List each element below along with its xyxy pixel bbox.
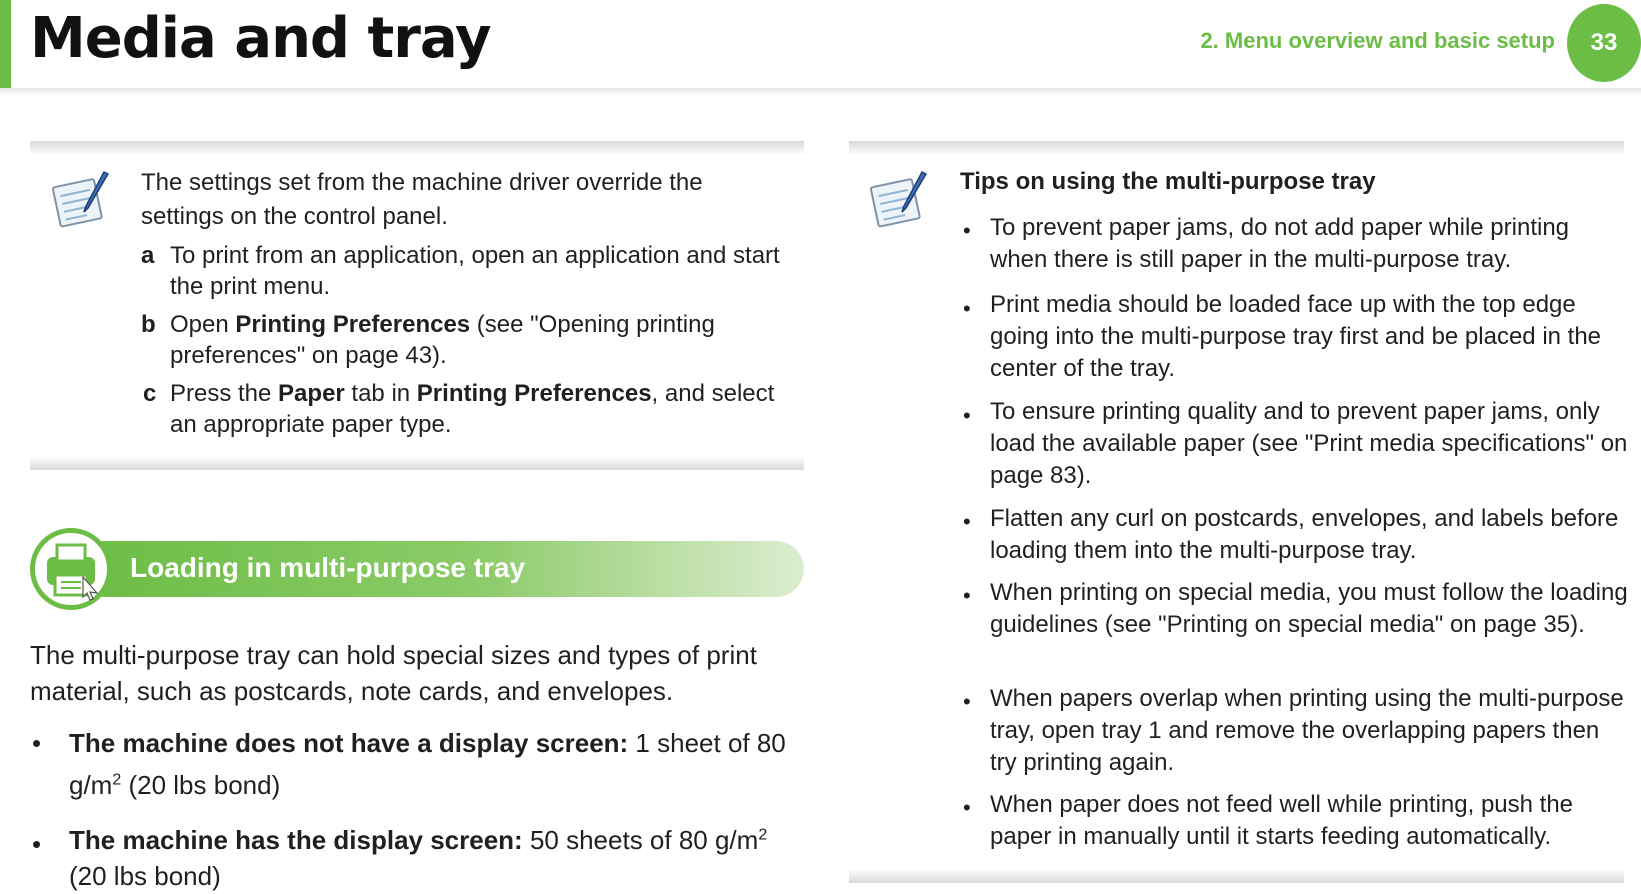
bullet-dot: •	[963, 583, 971, 608]
tip-item: Flatten any curl on postcards, envelopes, and labels before loading them into the multi-purpose tray.	[990, 505, 1619, 564]
tip-item: Print media should be loaded face up with the top edge going into the multi-purpose tray first and be placed in the center of the tray.	[990, 291, 1602, 382]
step-text-prefix: Press the	[170, 380, 279, 407]
bullet-bold-term: The machine does not have a display screen:	[69, 728, 629, 758]
printer-icon	[35, 533, 107, 605]
superscript: 2	[112, 771, 122, 789]
bullet-dot: •	[963, 795, 971, 820]
bullet-tail: (20 lbs bond)	[69, 861, 221, 891]
note-top-rule	[30, 141, 804, 155]
step-text: To print from an application, open an application and start the print menu.	[170, 242, 780, 300]
note-bottom-rule	[849, 869, 1624, 883]
note-intro: The settings set from the machine driver override the settings on the control panel.	[141, 169, 703, 230]
note-step-b	[141, 309, 801, 371]
header-accent-bar	[0, 0, 11, 90]
capacity-bullet	[69, 822, 804, 894]
step-letter: b	[141, 311, 156, 338]
bullet-dot: •	[32, 728, 42, 758]
page-title: Media and tray	[30, 6, 491, 71]
tip-item: When papers overlap when printing using the multi-purpose tray, open tray 1 and remove the overlapping papers then try printing again.	[990, 685, 1624, 776]
note-bottom-rule	[30, 456, 804, 470]
bullet-text: 1 sheet of 80 g/m	[69, 728, 786, 800]
bullet-tail: (20 lbs bond)	[121, 770, 281, 800]
note-pencil-icon	[48, 168, 114, 234]
step-text-suffix: , and select an appropriate paper type.	[170, 380, 775, 438]
step-letter: c	[143, 380, 157, 407]
bullet-dot: •	[963, 403, 971, 428]
section-icon-badge	[30, 528, 112, 610]
step-text-prefix: Open	[170, 311, 236, 338]
page-number: 33	[1590, 29, 1618, 56]
tip-item: To prevent paper jams, do not add paper while printing when there is still paper in the multi-purpose tray.	[990, 214, 1570, 273]
tip-item: When printing on special media, you must follow the loading guidelines (see "Printing on special media" on page 35).	[990, 579, 1628, 638]
step-bold-term: Paper	[278, 380, 345, 407]
capacity-bullet	[69, 722, 804, 806]
step-text	[170, 309, 801, 371]
bullet-dot: •	[963, 296, 971, 321]
step-text	[170, 378, 801, 440]
tip-item: To ensure printing quality and to prevent paper jams, only load the available paper (see "Print media specifications" on page 83).	[990, 398, 1628, 489]
note-step-a	[141, 240, 801, 302]
chapter-title: 2. Menu overview and basic setup	[1200, 28, 1555, 53]
step-letter: a	[141, 242, 155, 269]
tips-title: Tips on using the multi-purpose tray	[960, 168, 1376, 195]
bullet-text: 50 sheets of 80 g/m	[522, 825, 759, 855]
bullet-dot: •	[32, 829, 42, 859]
bullet-dot: •	[963, 509, 971, 534]
note-top-rule	[849, 141, 1624, 155]
superscript: 2	[758, 826, 768, 844]
section-title: Loading in multi-purpose tray	[130, 552, 526, 583]
bullet-dot: •	[963, 218, 971, 243]
step-bold-term: Printing Preferences	[416, 380, 652, 407]
bullet-bold-term: The machine has the display screen:	[69, 825, 523, 855]
note-step-c	[141, 378, 801, 440]
section-intro: The multi-purpose tray can hold special sizes and types of print material, such as postcards, note cards, and envelopes.	[30, 640, 757, 706]
tip-item: When paper does not feed well while printing, push the paper in manually until it starts feeding automatically.	[990, 791, 1574, 850]
header-divider	[0, 88, 1641, 96]
note-pencil-icon	[866, 168, 932, 234]
step-text-middle: tab in	[344, 380, 417, 407]
step-bold-term: Printing Preferences	[235, 311, 471, 338]
page-number-badge	[1567, 4, 1641, 82]
bullet-dot: •	[963, 689, 971, 714]
step-text-suffix: (see "Opening printing preferences" on page 43).	[170, 311, 715, 369]
